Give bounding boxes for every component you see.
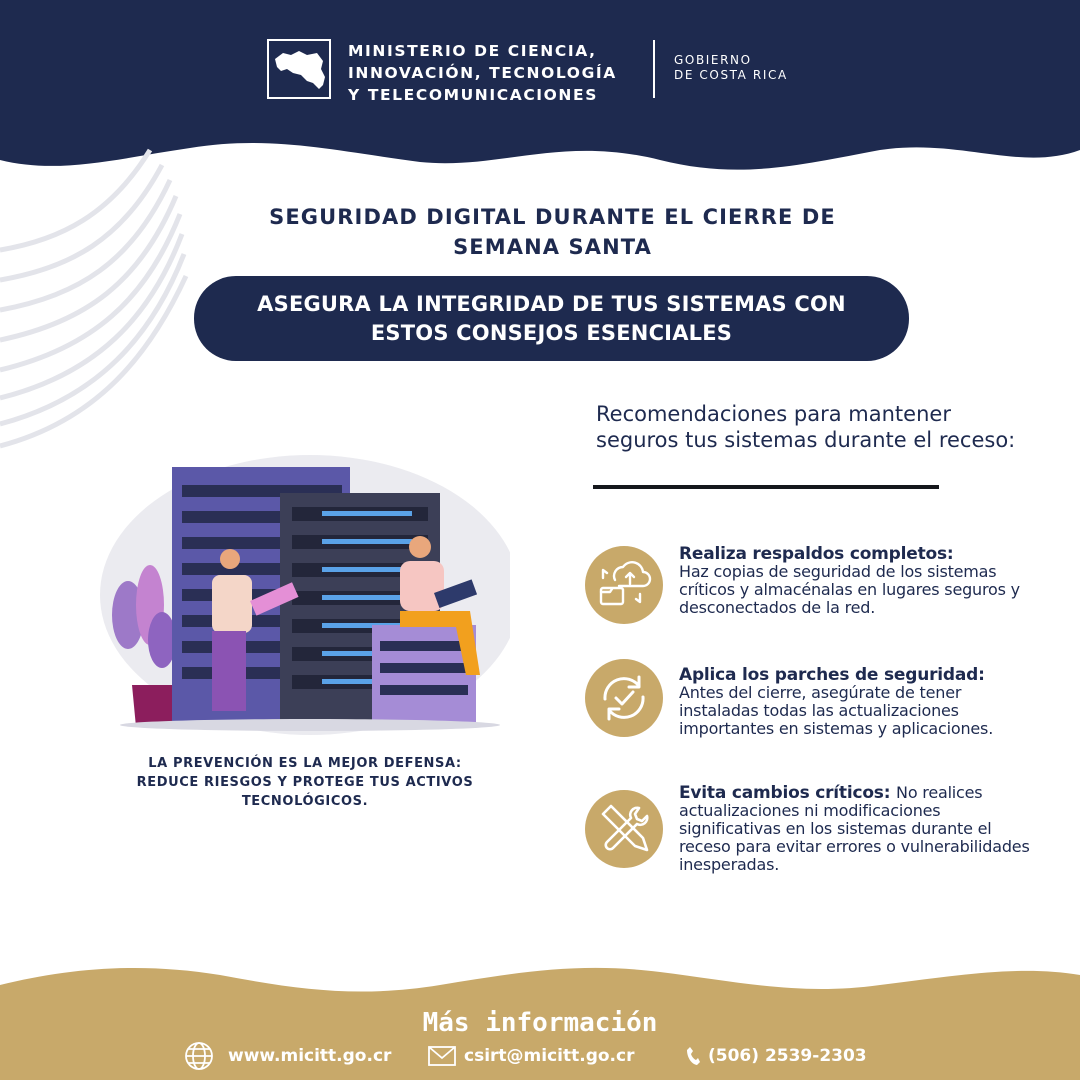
- tip-title: Realiza respaldos completos:: [679, 544, 954, 564]
- government-name: GOBIERNO DE COSTA RICA: [674, 53, 788, 82]
- illustration-caption: LA PREVENCIÓN ES LA MEJOR DEFENSA: REDUCE RIESGOS Y PROTEGE TUS ACTIVOS TECNOLÓGICOS.: [136, 756, 474, 809]
- phone-number[interactable]: (506) 2539-2303: [708, 1046, 867, 1066]
- main-title: SEGURIDAD DIGITAL DURANTE EL CIERRE DE SEMANA SANTA: [269, 205, 836, 259]
- ministry-name: MINISTERIO DE CIENCIA, INNOVACIÓN, TECNOLOGÍA Y TELECOMUNICACIONES: [348, 42, 617, 104]
- header-divider: [653, 40, 655, 98]
- phone-contact[interactable]: [686, 1040, 867, 1072]
- ministry-logo: [267, 39, 331, 99]
- tip-body: Antes del cierre, asegúrate de tener instaladas todas las actualizaciones importantes en sistemas y aplicaciones.: [679, 683, 994, 738]
- intro-underline: [593, 485, 939, 489]
- email-link[interactable]: csirt@micitt.go.cr: [464, 1046, 635, 1066]
- tools-icon: [585, 790, 663, 868]
- tip-patches: [679, 666, 1039, 738]
- cloud-backup-icon: [585, 546, 663, 624]
- banner-line: ASEGURA LA INTEGRIDAD DE TUS SISTEMAS CON: [257, 291, 846, 316]
- email-contact[interactable]: [428, 1040, 634, 1072]
- tip-title: Evita cambios críticos:: [679, 783, 897, 803]
- tip-body: No realices actualizaciones ni modificaciones significativas en los sistemas durante el receso para evitar errores o vulnerabilidades inesperadas.: [679, 783, 1030, 874]
- website-link[interactable]: www.micitt.go.cr: [228, 1046, 392, 1066]
- website-contact[interactable]: [184, 1040, 391, 1072]
- banner-pill: [194, 276, 909, 361]
- costa-rica-map-icon: [269, 41, 329, 97]
- tip-body: Haz copias de seguridad de los sistemas críticos y almacénalas en lugares seguros y desconectados de la red.: [679, 562, 1020, 617]
- tip-backups: [679, 545, 1039, 617]
- mail-icon: [428, 1045, 456, 1067]
- decorative-lines: [0, 150, 186, 446]
- tip-changes: [679, 784, 1039, 874]
- more-info-title: Más información: [422, 1008, 658, 1038]
- banner-line: ESTOS CONSEJOS ESENCIALES: [370, 320, 733, 345]
- globe-icon: [184, 1041, 214, 1071]
- tip-title: Aplica los parches de seguridad:: [679, 665, 985, 685]
- recommendations-intro: Recomendaciones para mantener seguros tus sistemas durante el receso:: [596, 402, 1016, 452]
- update-check-icon: [585, 659, 663, 737]
- server-illustration: [100, 455, 510, 740]
- phone-icon: [686, 1046, 700, 1066]
